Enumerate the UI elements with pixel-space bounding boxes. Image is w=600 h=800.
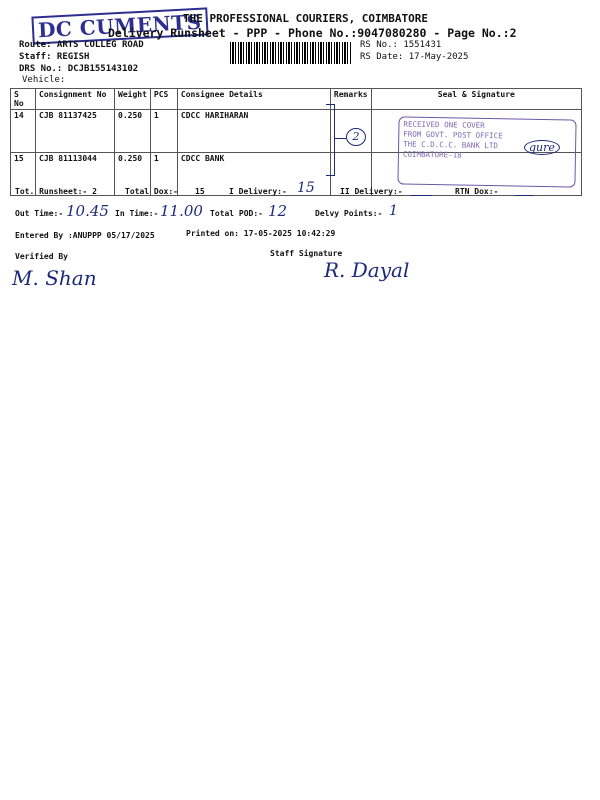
cell-consignee: CDCC BANK [177,153,330,196]
col-seal-signature: Seal & Signature [371,89,581,110]
cell-consignment: CJB 81137425 [36,110,115,153]
bracket-line [334,138,346,139]
cell-consignment: CJB 81113044 [36,153,115,196]
runsheet-title: Delivery Runsheet - PPP - Phone No.:9047080280 - Page No.:2 [108,26,517,40]
cell-weight: 0.250 [115,153,151,196]
table-header-row [11,89,582,110]
col-remarks: Remarks [330,89,371,110]
rs-number: RS No.: 1551431 [360,40,442,50]
rtn-dox-dash [515,195,533,196]
staff-signature: R. Dayal [324,258,410,282]
delvy-points-label: Delvy Points:- [315,209,383,218]
col-sno: S No [11,89,36,110]
cell-pcs: 1 [150,153,177,196]
col-weight: Weight [115,89,151,110]
in-time-label: In Time:- [115,209,159,218]
handwritten-bracket [326,104,335,176]
vehicle-label: Vehicle: [22,75,66,85]
staff-signature-label: Staff Signature [270,249,343,258]
cell-pcs: 1 [150,110,177,153]
total-pod-label: Total POD:- [210,209,263,218]
remark-circle: 2 [346,128,366,146]
col-consignment: Consignment No [36,89,115,110]
documents-stamp: DC CUMENTS [31,7,208,44]
i-delivery-hw: 15 [297,180,315,196]
verified-signature: M. Shan [12,266,97,290]
rtn-dox-label: RTN Dox:- [455,187,499,196]
in-time-hw: 11.00 [160,202,203,220]
seal-signature: gure [524,140,560,155]
cell-consignee: CDCC HARIHARAN [177,110,330,153]
cell-sno: 15 [11,153,36,196]
total-dox-label: Total Dox:- [125,187,178,196]
drs-number: DRS No.: DCJB155143102 [19,64,139,74]
cell-sno: 14 [11,110,36,153]
printed-on: Printed on: 17-05-2025 10:42:29 [186,229,336,238]
ii-delivery-dash [410,195,432,196]
rs-date: RS Date: 17-May-2025 [360,52,469,62]
delvy-points-hw: 1 [389,203,398,219]
ii-delivery-label: II Delivery:- [340,187,403,196]
route-label: Route: ARTS COLLEG ROAD [19,40,144,50]
barcode-icon [230,42,352,64]
entered-by: Entered By :ANUPPP 05/17/2025 [15,231,155,240]
bank-seal-stamp: RECEIVED ONE COVER FROM GOVT. POST OFFICE THE C.D.C.C. BANK LTD COIMBATORE-18 [397,116,576,187]
i-delivery-label: I Delivery:- [229,187,287,196]
total-pod-hw: 12 [268,202,288,220]
total-dox-value: 15 [195,187,205,196]
col-pcs: PCS [150,89,177,110]
staff-label: Staff: REGISH [19,52,90,62]
company-name: THE PROFESSIONAL COURIERS, COIMBATORE [183,12,429,25]
out-time-hw: 10.45 [66,202,109,220]
verified-by-label: Verified By [15,252,68,261]
col-consignee: Consignee Details [177,89,330,110]
cell-weight: 0.250 [115,110,151,153]
out-time-label: Out Time:- [15,209,64,218]
tot-runsheet: Tot. Runsheet:- 2 [15,187,97,196]
